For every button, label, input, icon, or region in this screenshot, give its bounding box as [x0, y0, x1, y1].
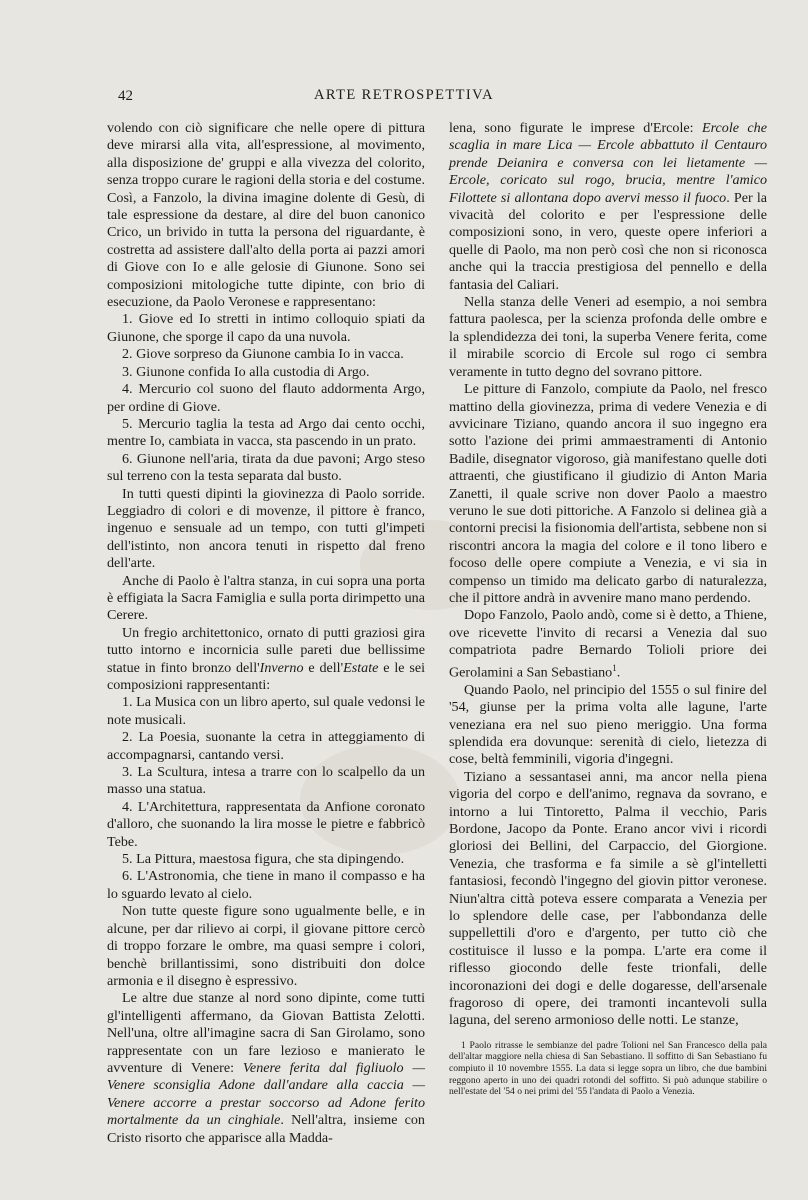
italic-titles: Ercole che scaglia in mare Lica — Ercole abbattuto il Centauro prende Deianira e conversa con lei lietamente — Ercole, coricato sul rogo, brucia, mentre l'amico Filottete si allontana dopo avervi messo il fuoco: [449, 120, 767, 206]
left-column: [107, 120, 425, 1147]
list-item: 3. Giunone confida Io alla custodia di Argo.: [122, 363, 370, 380]
list-item: 1. Giove ed Io stretti in intimo colloquio spiati da Giunone, che sporge il capo da una nuvola.: [107, 311, 425, 345]
italic-term: Inverno: [259, 659, 304, 676]
text-run: Un fregio architettonico, ornato di putti graziosi gira tutto intorno e incornicia sulle pareti due bellissime statue in finto bronzo dell': [107, 624, 425, 676]
italic-titles: Venere ferita dal figliuolo — Venere sconsiglia Adone dall'andare alla caccia — Venere accorre a prestar soccorso ad Adone ferito mortalmente da un cinghiale: [107, 1059, 425, 1129]
list-item: 5. La Pittura, maestosa figura, che sta dipingendo.: [122, 851, 405, 868]
right-column: [449, 120, 767, 1098]
paragraph: Non tutte queste figure sono ugualmente belle, e in alcune, per dar rilievo ai corpi, il giovane pittore cercò di troppo forzare le ombre, ma quasi sempre i colori, benchè brillantissimi, sono distribuiti don dolce armonia e il disegno è espressivo.: [107, 903, 425, 989]
list-item: 2. Giove sorpreso da Giunone cambia Io in vacca.: [122, 346, 404, 363]
page-number: 42: [118, 88, 133, 104]
running-title: ARTE RETROSPETTIVA: [314, 87, 494, 103]
paragraph: volendo con ciò significare che nelle opere di pittura deve mirarsi alla vita, all'espressione, al movimento, alla disposizione de' gruppi e alla vivezza del colorito, senza troppo curare le ragioni della storia e del costume. Così, a Fanzolo, la divina imagine dolente di Gesù, di tale espressione da destare, al dire del buon canonico Crico, un brivido in tutta la persona del riguardante, è costretta ad assistere dall'alto della porta ai pazzi amori di Giove con Io e alle gelosie di Giunone. Sono sei composizioni mitologiche tutte dipinte, con brio di esecuzione, da Paolo Veronese e rappresentano:: [107, 120, 425, 311]
paragraph: [107, 990, 425, 1147]
text-run: e dell': [303, 659, 344, 676]
list-item: 6. Giunone nell'aria, tirata da due pavoni; Argo steso sul terreno con la testa separata dal busto.: [107, 450, 425, 485]
footnote-marker: 1: [612, 662, 617, 673]
list-item: 2. La Poesia, suonante la cetra in atteggiamento di accompagnarsi, cantando versi.: [107, 729, 425, 763]
paragraph: Anche di Paolo è l'altra stanza, in cui sopra una porta è effigiata la Sacra Famiglia e sulla porta dirimpetto una Cerere.: [107, 572, 425, 624]
list-item: 6. L'Astronomia, che tiene in mano il compasso e ha lo sguardo levato al cielo.: [107, 868, 425, 902]
paragraph: [449, 120, 767, 294]
paragraph: [107, 625, 425, 695]
paragraph: Tiziano a sessantasei anni, ma ancor nella piena vigoria del corpo e dell'animo, regnava da sovrano, e intorno a lui Tintoretto, Palma il vecchio, Paris Bordone, Jacopo da Ponte. Erano ancor vivi i ricordi gloriosi dei Bellini, del Carpaccio, del Giorgione. Venezia, che trasforma e fa simile a sè gl'intelletti fantasiosi, fecondò l'ingegno del giovin pittor veronese. Niun'altra città poteva essere comparata a Venezia per lo splendore delle case, per l'abbondanza delle suppellettili d'oro e d'argento, per tutto ciò che costituisce il lusso e la pompa. L'arte era come il riflesso giocondo delle feste trionfali, delle incoronazioni dei dogi e delle dogaresse, dell'arsenale fragoroso di opere, dei tramonti incantevoli sulla laguna, del sereno armonioso delle notti. Le stanze,: [449, 768, 767, 1029]
text-run: . Per la vivacità del colorito e per l'espressione delle composizioni sono, in vero, queste opere inferiori a quelle di Paolo, ma non però così che non si riconosca anche qui la traccia prestigiosa del pennello e della fantasia del Caliari.: [449, 189, 767, 293]
italic-term: Estate: [343, 659, 379, 676]
list-item: 1. La Musica con un libro aperto, sul quale vedonsi le note musicali.: [107, 694, 425, 728]
list-item: 4. L'Architettura, rappresentata da Anfione coronato d'alloro, che suonando la lira mosse le pietre e fabbricò Tebe.: [107, 798, 425, 850]
paragraph: Le pitture di Fanzolo, compiute da Paolo, nel fresco mattino della giovinezza, prima di vedere Venezia e di avvicinare Tiziano, quando ancora il suo ingegno era sotto l'azione dei primi ammaestramenti di Antonio Badile, disegnator vigoroso, già manifestano quelle doti attraenti, che giustificano il giudizio di Anton Maria Zanetti, il quale scrive non dover Paolo a maestro veruno le sue doti pittoriche. A Fanzolo si delinea già a contorni precisi la fisionomia dell'artista, sebbene non si riscontri ancora la magia del colore e il tono libero e focoso delle opere compiute a Venezia, e vi sia in compenso un timido ma delicato garbo di naturalezza, che il pittore andrà in avvenire mano mano perdendo.: [449, 381, 767, 606]
list-item: 4. Mercurio col suono del flauto addormenta Argo, per ordine di Giove.: [107, 381, 425, 415]
text-run: e le sei composizioni rappresentanti:: [107, 659, 426, 693]
text-run: Dopo Fanzolo, Paolo andò, come si è detto, a Thiene, ove ricevette l'invito di recarsi a Venezia dal suo compatriota padre Bernardo Tolioli priore dei Gerolamini a San Sebastiano: [449, 607, 767, 681]
paragraph: Nella stanza delle Veneri ad esempio, a noi sembra fattura paolesca, per la scienza profonda delle ombre e la splendidezza dei toni, la superba Venere ferita, come il mirabile scorcio di Ercole sul rogo ci sembra veramente in tutto degno del sovrano pittore.: [449, 294, 767, 380]
list-item: 3. La Scultura, intesa a trarre con lo scalpello da un masso una statua.: [107, 764, 425, 798]
footnote: 1 Paolo ritrasse le sembianze del padre Tolioni nel San Francesco della pala dell'altar maggiore nella chiesa di San Sebastiano. Il soffitto di San Sebastiano fu compiuto il 10 novembre 1555. La data si legge sopra un libro, che due bambini reggono aperto in uno dei quadri rotondi del soffitto. Si può adunque stabilire o nell'estate del '54 o nei primi del '55 l'andata di Paolo a Venezia.: [449, 1039, 767, 1098]
paragraph: In tutti questi dipinti la giovinezza di Paolo sorride. Leggiadro di colori e di movenze, il pittore è franco, ingenuo e sensuale ad un tempo, con tutti gl'impeti dell'istinto, non ancora tenuti in rispetto dal freno dell'arte.: [107, 485, 425, 572]
paragraph: Quando Paolo, nel principio del 1555 o sul finire del '54, giunse per la prima volta alle lagune, l'arte veneziana era nel suo pieno meriggio. Una forma splendida era dovunque: serenità di cielo, lietezza di cose, beltà femminili, vigoria d'ingegni.: [449, 681, 767, 768]
paragraph: [449, 607, 767, 681]
list-item: 5. Mercurio taglia la testa ad Argo dai cento occhi, mentre Io, cambiata in vacca, sta pascendo in un prato.: [107, 415, 425, 450]
text-run: lena, sono figurate le imprese d'Ercole:: [449, 120, 702, 136]
text-run: Le altre due stanze al nord sono dipinte, come tutti gl'intelligenti affermano, da Giovan Battista Zelotti. Nell'una, oltre all'imagine sacra di San Girolamo, sono rappresentate con un fare lezioso e manierato le avventure di Venere:: [107, 990, 425, 1076]
text-run: . Nell'altra, insieme con Cristo risorto che apparisce alla Madda-: [107, 1112, 425, 1146]
text-run: .: [616, 664, 621, 681]
